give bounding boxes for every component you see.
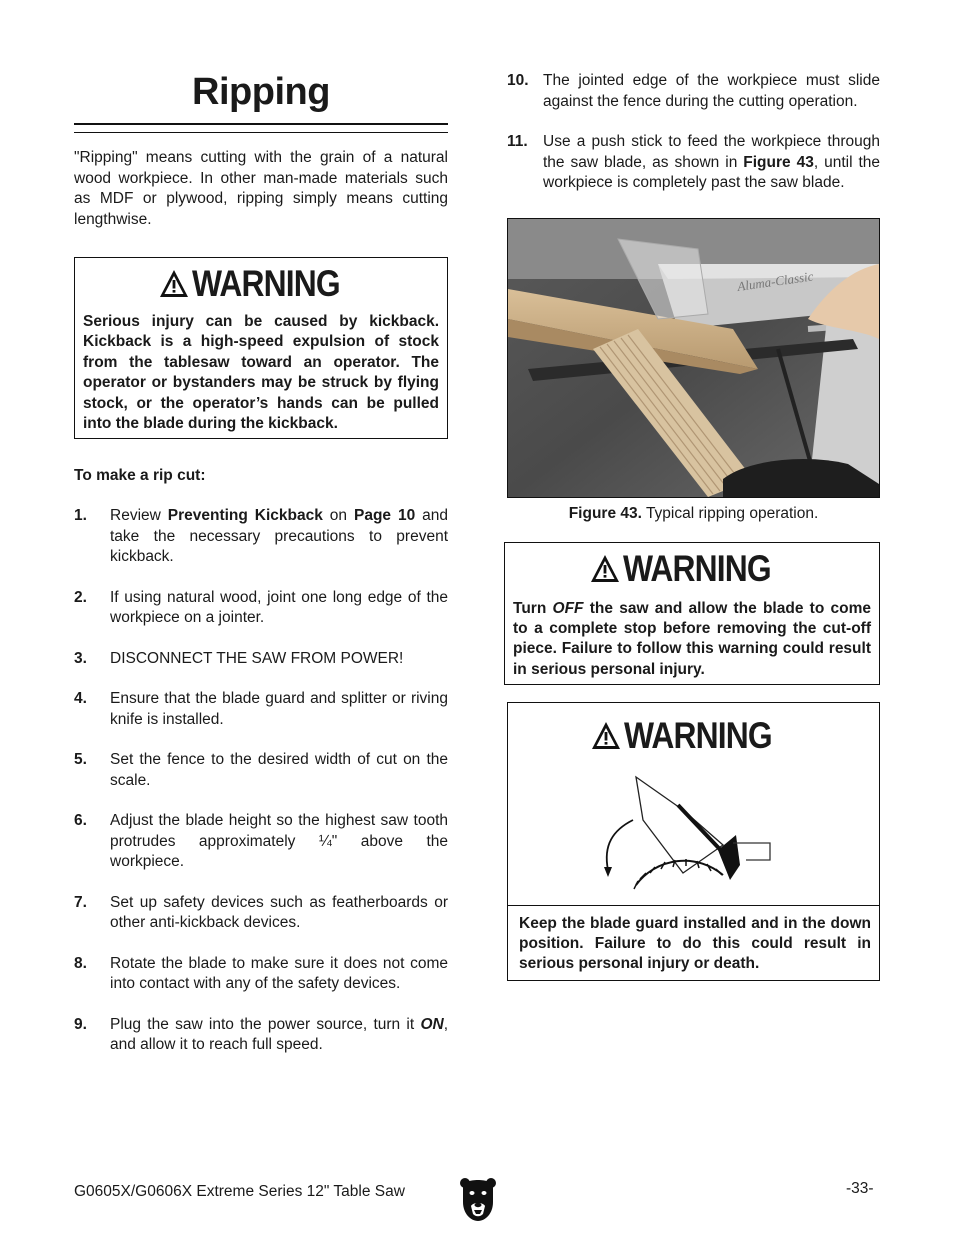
warning-emphasis-off: OFF [552,599,584,617]
step-9 [74,1015,448,1056]
blade-guard-diagram [508,765,879,906]
step-text-part: and take the necessary precautions to prevent kickback. [110,507,448,565]
warning-header [513,545,871,593]
step-2 [74,588,448,629]
step-number: 3. [74,649,87,667]
step-text: Rotate the blade to make sure it does not come into contact with any of the safety devices. [110,954,448,992]
step-3 [74,649,448,670]
warning-header [83,260,439,308]
step-number: 1. [74,507,87,524]
step-5 [74,750,448,791]
step-number: 5. [74,751,87,768]
blade-guard-warning-box [507,702,880,981]
step-text: If using natural wood, joint one long edge of the workpiece on a jointer. [110,588,448,626]
step-7 [74,893,448,934]
step-number: 9. [74,1015,87,1033]
warning-heading: WARNING [191,263,340,304]
step-number: 6. [74,812,87,829]
step-text: Set the fence to the desired width of cut on the scale. [110,751,448,789]
kickback-warning-box [74,257,448,439]
title-rule [74,123,448,125]
turn-off-warning-text [513,599,871,681]
figure-caption-text: Typical ripping operation. [641,504,819,522]
turn-off-warning-box [504,542,880,685]
footer-model: G0605X/G0606X Extreme Series 12" Table Saw [74,1183,405,1200]
step-text [110,1015,448,1056]
step-link-page-10: Page 10 [353,507,416,524]
step-text-part: Plug the saw into the power source, turn it [110,1015,421,1033]
step-text: Ensure that the blade guard and splitter or riving knife is installed. [110,690,448,728]
blade-guard-icon [508,765,878,905]
figure-caption [507,504,880,524]
ripping-operation-illustration [508,219,879,497]
warning-heading: WARNING [622,547,771,589]
step-text: The jointed edge of the workpiece must slide against the fence during the cutting operation. [543,72,880,110]
page-title: Ripping [192,71,330,113]
warning-header [508,703,879,765]
step-6 [74,811,448,873]
step-11 [507,132,880,194]
step-number: 2. [74,588,87,606]
step-number: 8. [74,954,87,972]
intro-paragraph: "Ripping" means cutting with the grain of a natural wood workpiece. In other man-made materials such as MDF or plywood, ripping simply means cutting lengthwise. [74,149,448,228]
figure-43-photo [507,218,880,498]
title-rule-thin [74,132,448,133]
step-number: 11. [507,133,528,150]
kickback-warning-text: Serious injury can be caused by kickback. Kickback is a high-speed expulsion of stock from the tablesaw toward an operator. The operator or bystanders may be struck by flying stock, or the operator’s hands can be pulled into the blade during the kickback. [83,313,439,433]
page-number: -33- [846,1180,874,1197]
step-4 [74,689,448,730]
step-text-part: Review [110,507,168,524]
step-text [110,506,448,568]
step-number: 4. [74,690,87,707]
step-emphasis-on: ON [420,1015,444,1033]
step-1 [74,506,448,568]
step-8 [74,954,448,995]
step-text-part: Use a push stick to feed the workpiece through the saw blade, as shown in [543,133,880,171]
fence-label: Aluma-Classic [736,267,815,294]
warning-triangle-icon [159,269,189,299]
step-text: Adjust the blade height so the highest saw tooth protrudes approximately ¼" above the workpiece. [110,812,448,870]
warning-text-part: the saw and allow the blade to come to a complete stop before removing the cut-off piece. Failure to follow this warning could result in serious personal injury. [513,599,872,678]
step-link-figure-43: Figure 43 [743,153,814,171]
warning-heading: WARNING [624,714,772,756]
step-number: 7. [74,893,87,911]
step-10 [507,71,880,112]
figure-caption-label: Figure 43. [568,504,642,522]
steps-title: To make a rip cut: [74,467,206,484]
step-link-preventing-kickback: Preventing Kickback [167,507,323,524]
step-text-part: , and allow it to reach full speed. [110,1015,448,1053]
step-text [543,132,880,194]
blade-guard-warning-text: Keep the blade guard installed and in the down position. Failure to do this could result in serious personal injury or death. [519,914,871,973]
warning-text-part: Turn [513,599,553,617]
step-text: Set up safety devices such as featherboards or other anti-kickback devices. [110,893,448,931]
right-column [507,68,880,981]
left-column [74,68,448,1056]
step-text: DISCONNECT THE SAW FROM POWER! [110,649,404,667]
step-number: 10. [507,72,529,89]
bear-logo-icon [459,1176,497,1222]
warning-triangle-icon [590,554,620,584]
step-text-part: , until the workpiece is completely past the saw blade. [543,153,881,191]
warning-triangle-icon [591,721,621,751]
step-text-part: on [322,507,354,524]
